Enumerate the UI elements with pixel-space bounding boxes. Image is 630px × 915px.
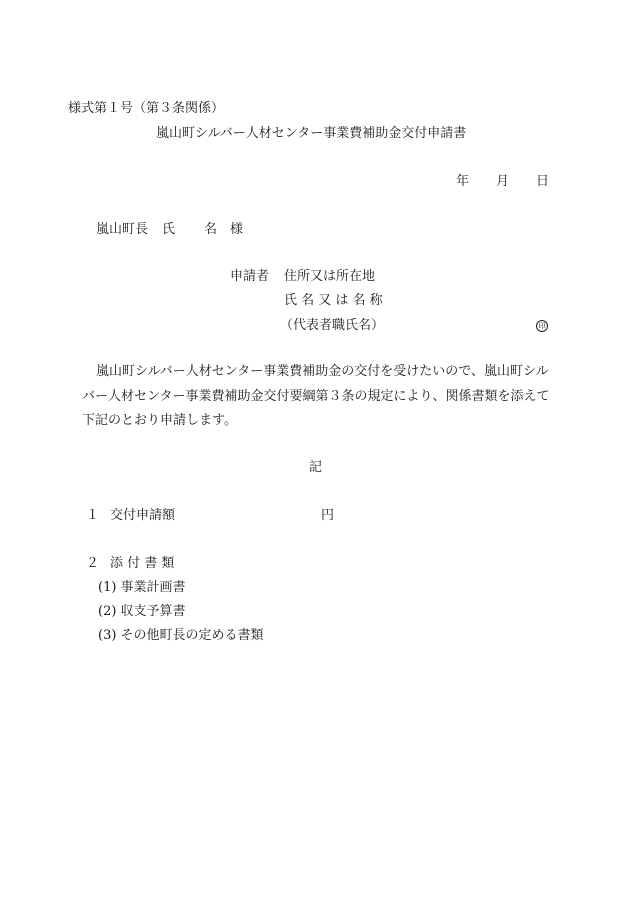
item1-number: １ [86,508,100,523]
applicant-address-label: 住所又は所在地 [284,269,376,284]
attachment-item-2: (2) 収支予算書 [98,604,186,619]
applicant-label: 申請者 [230,269,270,284]
attachment-item-3: (3) その他町長の定める書類 [98,628,264,643]
document-title: 嵐山町シルバー人材センター事業費補助金交付申請書 [156,126,467,141]
body-line-3: 下記のとおり申請します。 [82,413,237,428]
item1-unit: 円 [321,508,335,523]
item1-label: 交付申請額 [110,508,176,523]
applicant-representative-label: （代表者職氏名） [280,318,385,333]
date-day: 日 [536,174,550,189]
seal-mark: 印 [536,320,548,332]
ki-heading: 記 [309,460,323,475]
date-year: 年 [456,174,470,189]
form-number: 様式第１号（第３条関係） [68,101,225,116]
date-month: 月 [496,174,510,189]
attachment-item-1: (1) 事業計画書 [98,580,186,595]
body-line-1: 嵐山町シルバー人材センター事業費補助金の交付を受けたいので、嵐山町シル [96,364,549,379]
addressee-shi: 氏 [162,222,176,237]
addressee-sama: 様 [230,222,244,237]
addressee-mayor: 嵐山町長 [96,222,149,237]
item2-label: 添 付 書 類 [110,556,175,571]
addressee-mei: 名 [204,222,218,237]
item2-number: ２ [86,556,100,571]
body-line-2: バー人材センター事業費補助金交付要綱第３条の規定により、関係書類を添えて [82,389,550,404]
applicant-name-label: 氏 名 又 は 名 称 [284,293,383,308]
